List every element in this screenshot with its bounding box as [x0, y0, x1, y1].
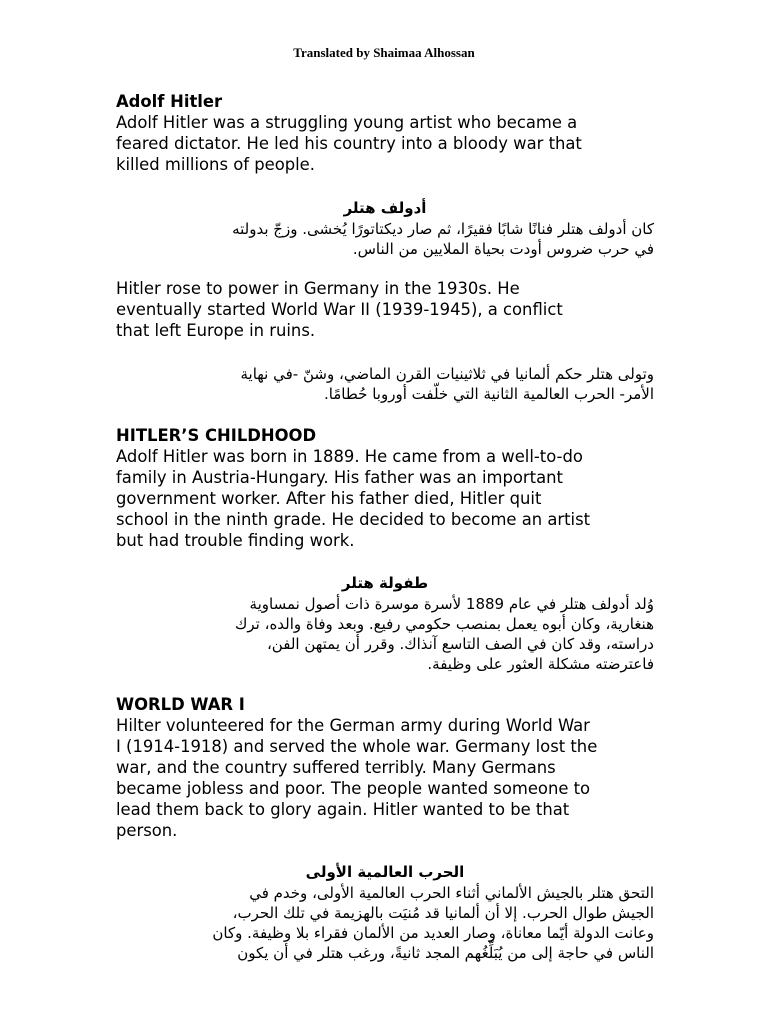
paragraph-line-ar: التحق هتلر بالجيش الألماني أثناء الحرب العالمية الأولى، وخدم في — [249, 884, 654, 902]
section-adolf-hitler-ar — [116, 197, 654, 259]
paragraph-line-en: feared dictator. He led his country into a bloody war that — [116, 134, 582, 153]
section-title-ar: أدولف هتلر — [343, 199, 427, 217]
section-title-en: WORLD WAR I — [116, 695, 245, 714]
paragraph-line-en: I (1914-1918) and served the whole war. Germany lost the — [116, 737, 598, 756]
paragraph-line-en: person. — [116, 821, 178, 840]
paragraph-line-en: war, and the country suffered terribly. Many Germans — [116, 758, 556, 777]
translator-credit: Translated by Shaimaa Alhossan — [293, 45, 475, 60]
section-childhood — [116, 425, 654, 551]
paragraph-line-en: family in Austria-Hungary. His father was an important — [116, 468, 563, 487]
paragraph-line-en: Hilter volunteered for the German army during World War — [116, 716, 590, 735]
section-rise-to-power — [116, 278, 654, 341]
paragraph-line-en: school in the ninth grade. He decided to become an artist — [116, 510, 591, 529]
paragraph-line-ar: دراسته، وقد كان في الصف التاسع آنذاك. وقرر أن يمتهن الفن، — [266, 635, 654, 653]
paragraph-line-ar: الجيش طوال الحرب. إلا أن ألمانيا قد مُنيَت بالهزيمة في تلك الحرب، — [232, 904, 654, 922]
paragraph-line-ar: وعانت الدولة أيّما معاناة، وصار العديد من الألمان فقراء بلا وظيفة. وكان — [212, 924, 654, 942]
section-title-ar: الحرب العالمية الأولى — [305, 863, 465, 881]
paragraph-line-en: government worker. After his father died, Hitler quit — [116, 489, 542, 508]
paragraph-line-ar: وُلد أدولف هتلر في عام 1889 لأسرة موسرة ذات أصول نمساوية — [249, 595, 654, 613]
paragraph-line-ar: الناس في حاجة إلى من يُبَلِّغُهم المجد ثانيةً، ورغب هتلر في أن يكون — [237, 944, 654, 962]
paragraph-line-en: Adolf Hitler was born in 1889. He came from a well-to-do — [116, 447, 583, 466]
paragraph-line-ar: وتولى هتلر حكم ألمانيا في ثلاثينيات القرن الماضي، وشنّ -في نهاية — [240, 365, 654, 383]
section-title-en: HITLER’S CHILDHOOD — [116, 426, 317, 445]
section-world-war-i-ar — [116, 861, 654, 963]
section-childhood-ar — [116, 572, 654, 674]
paragraph-line-ar: كان أدولف هتلر فنانًا شابًا فقيرًا، ثم صار ديكتاتورًا يُخشى. وزجّ بدولته — [232, 220, 654, 238]
section-world-war-i — [116, 694, 654, 841]
paragraph-line-ar: فاعترضته مشكلة العثور على وظيفة. — [427, 655, 654, 673]
paragraph-line-en: that left Europe in ruins. — [116, 321, 316, 340]
paragraph-line-en: but had trouble finding work. — [116, 531, 355, 550]
section-rise-to-power-ar — [116, 364, 654, 404]
section-title-ar: طفولة هتلر — [341, 574, 429, 592]
paragraph-line-en: Hitler rose to power in Germany in the 1930s. He — [116, 279, 520, 298]
section-adolf-hitler — [116, 91, 654, 175]
paragraph-line-ar: في حرب ضروس أودت بحياة الملايين من الناس. — [352, 240, 654, 258]
paragraph-line-en: became jobless and poor. The people wanted someone to — [116, 779, 591, 798]
paragraph-line-ar: الأمر- الحرب العالمية الثانية التي خلّفت أوروبا حُطامًا. — [323, 385, 654, 403]
section-title-en: Adolf Hitler — [116, 92, 223, 111]
paragraph-line-ar: هنغارية، وكان أبوه يعمل بمنصب حكومي رفيع. وبعد وفاة والده، ترك — [235, 615, 654, 633]
paragraph-line-en: lead them back to glory again. Hitler wanted to be that — [116, 800, 570, 819]
paragraph-line-en: Adolf Hitler was a struggling young artist who became a — [116, 113, 578, 132]
paragraph-line-en: eventually started World War II (1939-1945), a conflict — [116, 300, 563, 319]
paragraph-line-en: killed millions of people. — [116, 155, 315, 174]
